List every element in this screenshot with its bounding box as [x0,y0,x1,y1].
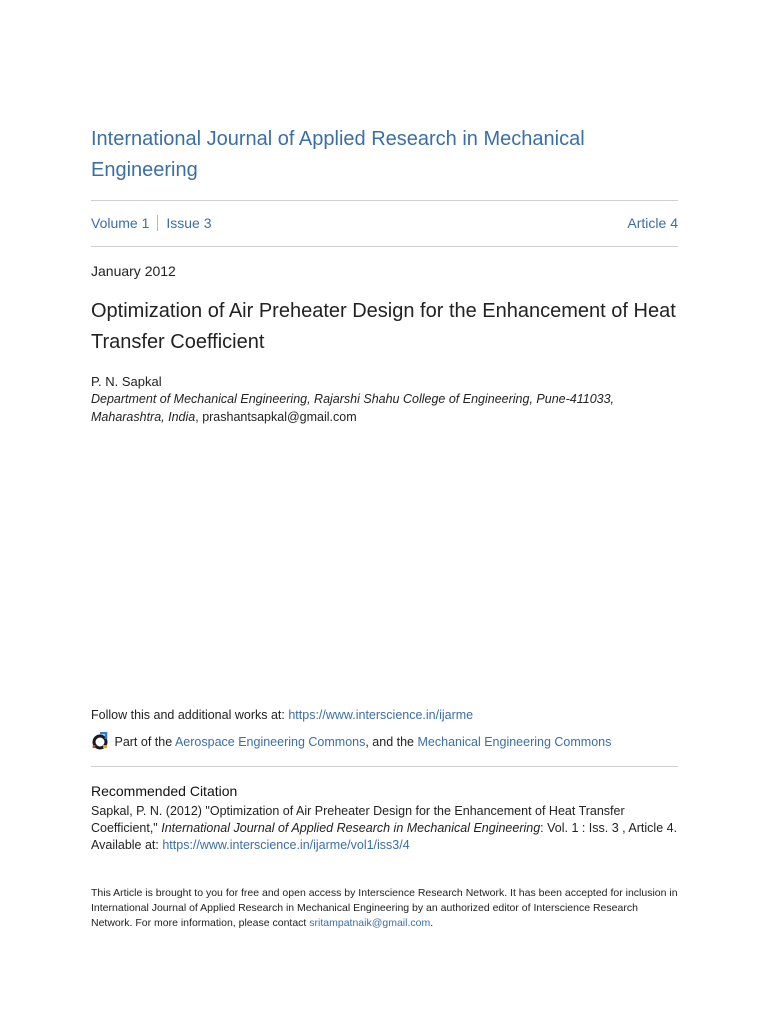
follow-label: Follow this and additional works at: [91,708,285,722]
header-divider [91,200,678,201]
author-email: prashantsapkal@gmail.com [202,410,357,424]
citation-before: Sapkal, P. N. (2012) "Optimization of Air Preheater Design for the Enhancement of Heat Transfer Coefficient," [91,804,625,835]
partof-middle: , and the [365,735,415,749]
notice-end: . [430,917,434,929]
mechanical-commons-link[interactable]: Mechanical Engineering Commons [417,735,612,749]
partof-prefix: Part of the [114,735,173,749]
contact-email-link[interactable]: sritampatnaik@gmail.com [309,917,431,929]
issue-navigation [91,213,678,233]
citation-divider [91,766,678,767]
follow-url-link[interactable]: https://www.interscience.in/ijarme [288,708,474,722]
author-name: P. N. Sapkal [91,374,162,389]
article-title: Optimization of Air Preheater Design for the Enhancement of Heat Transfer Coefficient [91,300,676,353]
article-link[interactable]: Article 4 [627,215,678,231]
journal-title-link[interactable]: International Journal of Applied Research in Mechanical Engineering [91,128,585,181]
citation-journal: International Journal of Applied Research in Mechanical Engineering [161,821,541,835]
citation-url-link[interactable]: https://www.interscience.in/ijarme/vol1/iss3/4 [162,838,410,852]
aerospace-commons-link[interactable]: Aerospace Engineering Commons [174,735,366,749]
access-notice [91,886,678,931]
separator [157,215,158,231]
issue-link[interactable]: Issue 3 [166,215,212,231]
affiliation-text: Department of Mechanical Engineering, Rajarshi Shahu College of Engineering, Pune-411033, Maharashtra, India [91,392,615,424]
notice-text: This Article is brought to you for free and open access by Interscience Research Network. It has been accepted for inclusion in International Journal of Applied Research in Mechanical Engineering by an authorized editor of Interscience Research Network. For more information, please contact [91,887,678,929]
available-label: Available at: [91,838,159,852]
follow-line [91,706,473,724]
author-affiliation: Department of Mechanical Engineering, Rajarshi Shahu College of Engineering, Pune-411033, Maharashtra, India, prashantsapkal@gmail.com [91,392,615,424]
citation-after: : Vol. 1 : Iss. 3 , Article 4. [540,821,678,835]
issue-divider [91,246,678,247]
publication-date: January 2012 [91,263,176,279]
volume-link[interactable]: Volume 1 [91,215,150,231]
recommended-citation-heading: Recommended Citation [91,783,238,799]
citation-text [91,803,683,854]
bepress-commons-logo-icon [91,732,109,750]
part-of-line [91,732,611,751]
